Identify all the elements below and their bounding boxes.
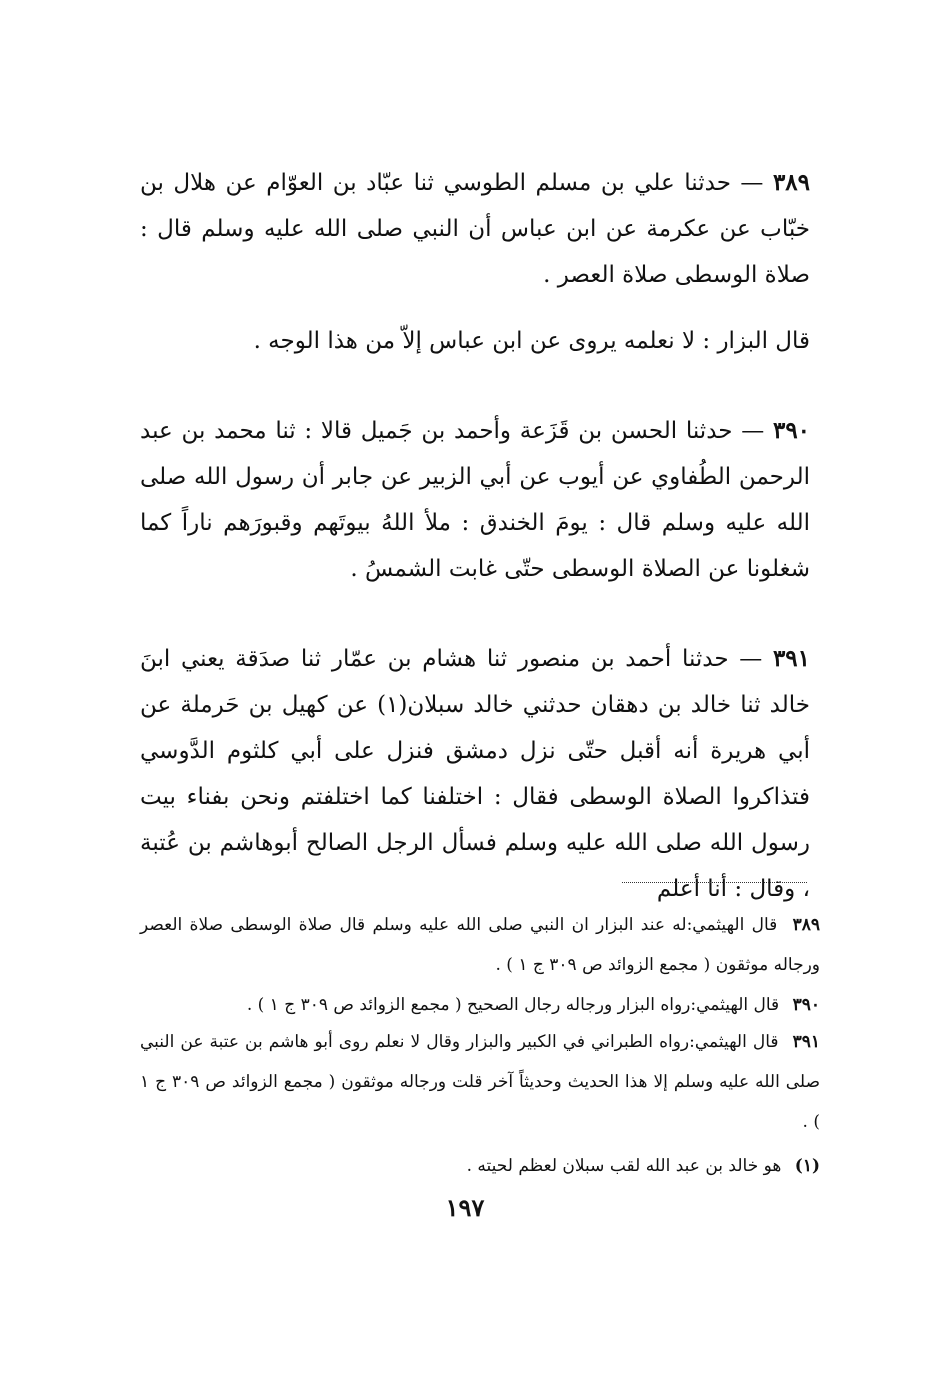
dash-separator: — — [732, 418, 765, 444]
hadith-390 — [140, 408, 810, 592]
footnote-text: قال الهيثمي:له عند البزار ان النبي صلى الله عليه وسلم قال صلاة الوسطى صلاة العصر ورجاله موثقون ( مجمع الزوائد ص ٣٠٩ ج ١ ) . — [140, 915, 820, 975]
footnote-390 — [140, 985, 820, 1025]
hadith-number: ٣٩٠ — [772, 417, 811, 444]
hadith-text: حدثنا علي بن مسلم الطوسي ثنا عبّاد بن العوّام عن هلال بن خبّاب عن عكرمة عن ابن عباس أن النبي صلى الله عليه وسلم قال : صلاة الوسطى صلاة العصر . — [140, 170, 810, 288]
footnote-number: ٣٩١ — [792, 1032, 820, 1052]
footnote-391 — [140, 1022, 820, 1142]
footnote-number: ٣٨٩ — [792, 915, 820, 935]
page-number: ١٩٧ — [445, 1193, 485, 1222]
footnote-number: (١) — [794, 1156, 820, 1176]
hadith-text: حدثنا أحمد بن منصور ثنا هشام بن عمّار ثنا صدَقة يعني ابنَ خالد ثنا خالد بن دهقان حدثني خالد سبلان(١) عن كهيل بن حَرملة عن أبي هريرة أنه أقبل حتّى نزل دمشق فنزل على أبي كلثوم الدَّوسي فتذاكروا الصلاة الوسطى فقال : اختلفنا كما اختلفتم ونحن بفناء بيت رسول الله صلى الله عليه وسلم فسأل الرجل الصالح أبوهاشم بن عُتبة ، وقال : أنا أعلم — [140, 646, 810, 902]
dash-separator: — — [730, 170, 764, 196]
hadith-391 — [140, 636, 810, 912]
hadith-389 — [140, 160, 810, 298]
footnote-1 — [140, 1146, 820, 1186]
hadith-number: ٣٨٩ — [772, 169, 811, 196]
footnote-389 — [140, 905, 820, 985]
footnote-separator — [622, 882, 807, 883]
hadith-number: ٣٩١ — [772, 645, 810, 672]
footnote-text: قال الهيثمي:رواه البزار ورجاله رجال الصحيح ( مجمع الزوائد ص ٣٠٩ ج ١ ) . — [246, 995, 780, 1015]
footnote-text: قال الهيثمي:رواه الطبراني في الكبير والبزار وقال لا نعلم روى أبو هاشم بن عتبة عن النبي صلى الله عليه وسلم إلا هذا الحديث وحديثاً آخر قلت ورجاله موثقون ( مجمع الزوائد ص ٣٠٩ ج ١ ) . — [140, 1032, 820, 1132]
footnote-text: هو خالد بن عبد الله لقب سبلان لعظم لحيته . — [466, 1156, 782, 1176]
hadith-text: حدثنا الحسن بن قَزَعة وأحمد بن جَميل قالا : ثنا محمد بن عبد الرحمن الطُفاوي عن أيوب عن أبي الزبير عن جابر أن رسول الله صلى الله عليه وسلم قال : يومَ الخندق : ملأ اللهُ بيوتَهم وقبورَهم ناراً كما شغلونا عن الصلاة الوسطى حتّى غابت الشمسُ . — [140, 418, 810, 582]
dash-separator: — — [728, 646, 763, 672]
footnote-number: ٣٩٠ — [792, 995, 820, 1015]
bazzar-comment: قال البزار : لا نعلمه يروى عن ابن عباس إلاّ من هذا الوجه . — [253, 328, 810, 354]
